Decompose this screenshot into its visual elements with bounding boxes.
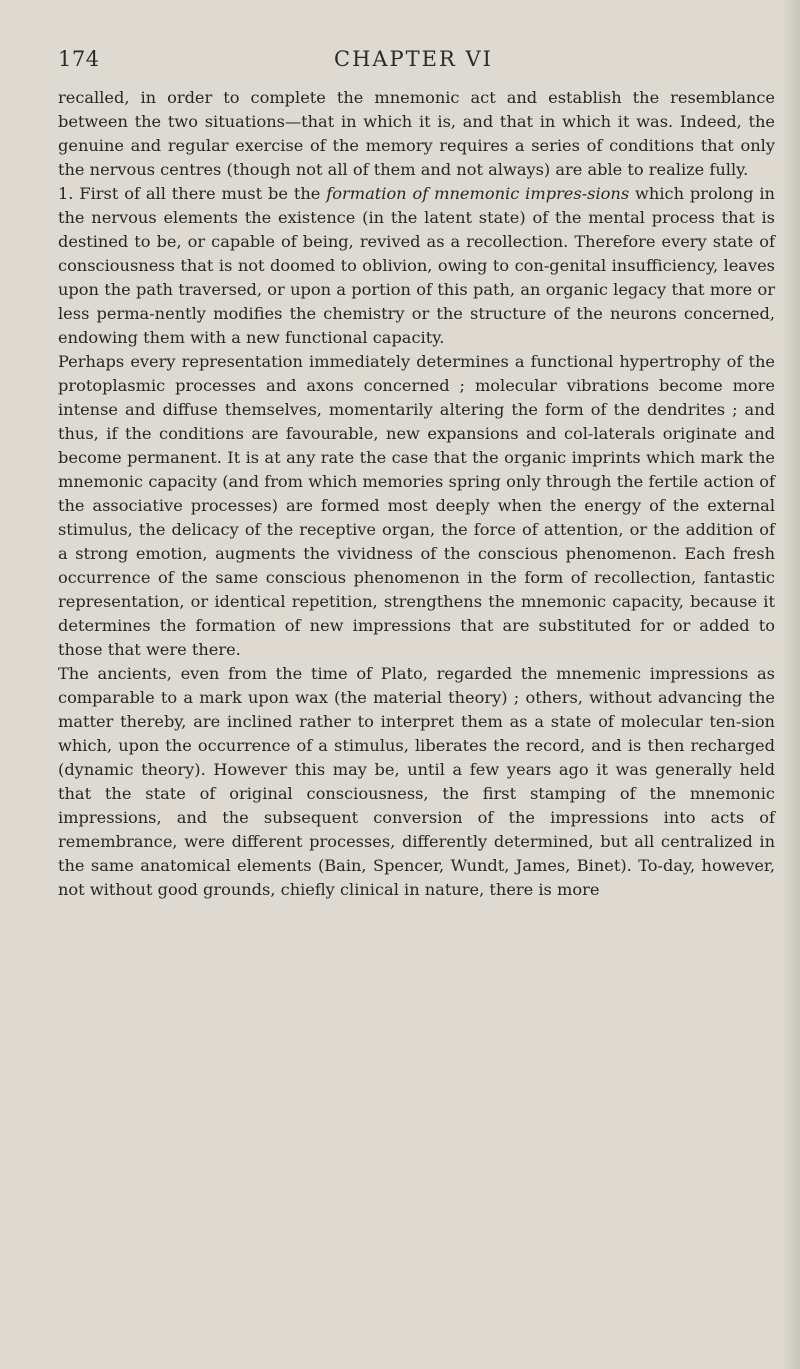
chapter-heading: CHAPTER VI — [334, 47, 493, 71]
page-number: 174 — [58, 47, 100, 71]
page-header — [58, 47, 758, 87]
body-text — [58, 86, 775, 902]
paragraph-number: 1. — [58, 184, 74, 203]
paragraph: Perhaps every representation immediately determines a functional hypertrophy of the protoplasmic processes and axons concerned ; molecular vibrations become more intense and diffuse themselves, momentarily altering the form of the dendrites ; and thus, if the conditions are favourable, new expansions and col-laterals originate and become permanent. It is at any rate the case that the organic imprints which mark the mnemonic capacity (and from which memories spring only through the fertile action of the associative processes) are formed most deeply when the energy of the external stimulus, the delicacy of the receptive organ, the force of attention, or the addition of a strong emotion, augments the vividness of the conscious phenomenon. Each fresh occurrence of the same conscious phenomenon in the form of recollection, fantastic representation, or identical repetition, strengthens the mnemonic capacity, because it determines the formation of new impressions that are substituted for or added to those that were there. — [58, 352, 775, 659]
paragraph-lead: First of all there must be the — [79, 184, 321, 203]
italic-term: formation of mnemonic impres-sions — [326, 184, 630, 203]
page-edge-shadow — [782, 0, 800, 1369]
paragraph-body: which prolong in the nervous elements the existence (in the latent state) of the mental process that is destined to be, or capable of being, revived as a recollection. Therefore every state of consciousness that is not doomed to oblivion, owing to con-genital insufficiency, leaves upon the path traversed, or upon a portion of this path, an organic legacy that more or less perma-nently modifies the chemistry or the structure of the neurons concerned, endowing them with a new functional capacity. — [58, 184, 775, 347]
paragraph-numbered — [58, 182, 775, 350]
paragraph-continued: recalled, in order to complete the mnemonic act and establish the resemblance between the two situations—that in which it is, and that in which it was. Indeed, the genuine and regular exercise of the memory requires a series of conditions that only the nervous centres (though not all of them and not always) are able to realize fully. — [58, 88, 775, 179]
paragraph: The ancients, even from the time of Plato, regarded the mnemenic impressions as comparable to a mark upon wax (the material theory) ; others, without advancing the matter thereby, are inclined rather to interpret them as a state of molecular ten-sion which, upon the occurrence of a stimulus, liberates the record, and is then recharged (dynamic theory). However this may be, until a few years ago it was generally held that the state of original consciousness, the first stamping of the mnemonic impressions, and the subsequent conversion of the impressions into acts of remembrance, were different processes, differently determined, but all centralized in the same anatomical elements (Bain, Spencer, Wundt, James, Binet). To-day, however, not without good grounds, chiefly clinical in nature, there is more — [58, 664, 775, 899]
